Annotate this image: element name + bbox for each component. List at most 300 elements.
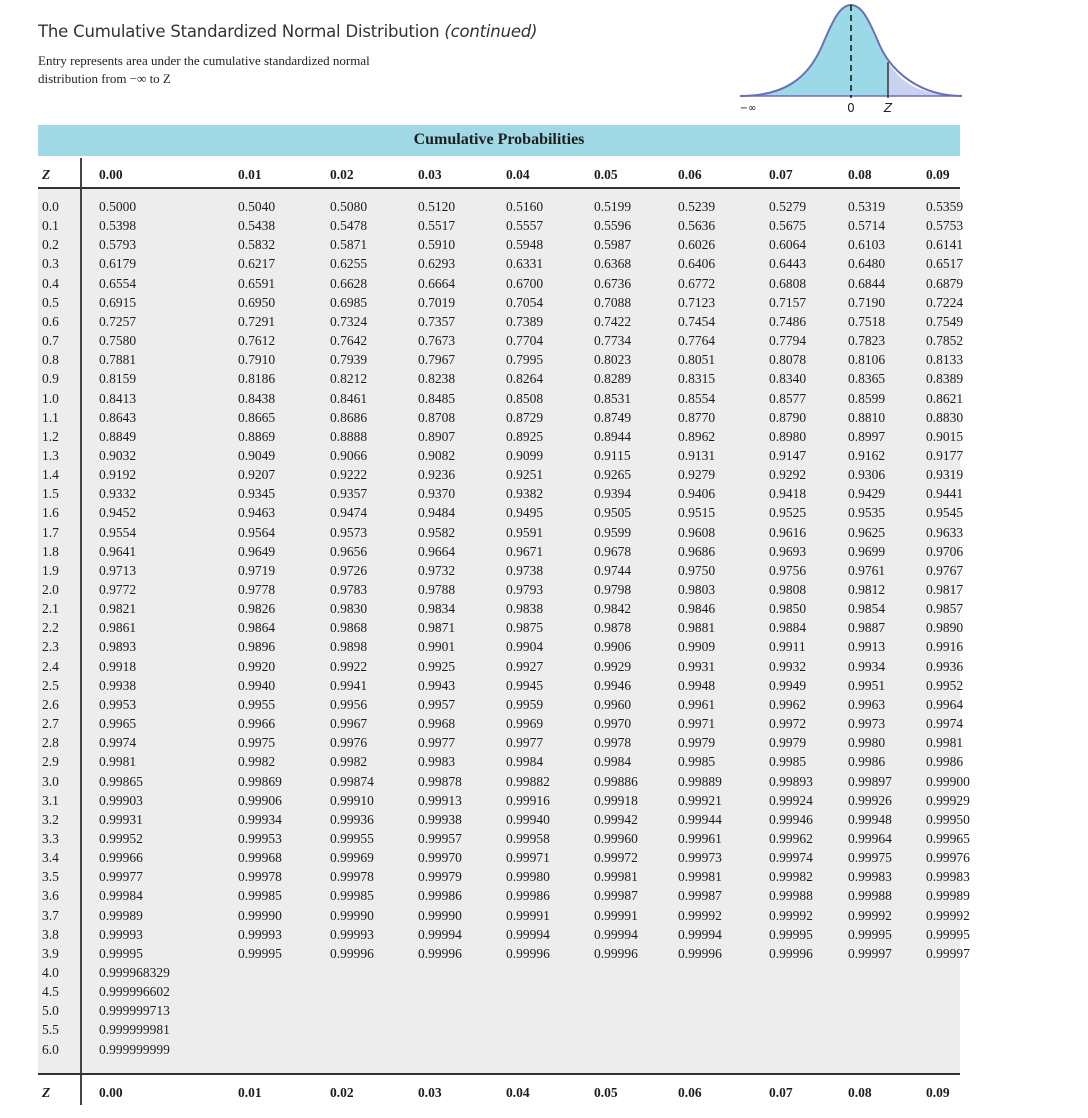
table-cell: 0.9821	[99, 601, 137, 617]
table-cell: 0.9963	[848, 696, 886, 712]
table-cell: 0.9911	[769, 639, 806, 655]
table-cell: 0.999999981	[99, 1022, 170, 1038]
table-cell: 0.7019	[418, 294, 456, 310]
z-column-divider	[80, 189, 82, 1073]
row-z-value: 3.9	[42, 945, 59, 961]
row-z-value: 1.4	[42, 467, 59, 483]
table-cell: 0.9803	[678, 582, 716, 597]
table-cell: 0.9812	[848, 582, 886, 597]
table-cell: 0.6808	[769, 275, 807, 291]
table-cell: 0.9909	[678, 639, 716, 655]
table-cell: 0.9976	[330, 735, 368, 751]
table-cell: 0.7704	[506, 333, 544, 349]
row-z-value: 1.8	[42, 543, 59, 559]
row-z-value: 2.1	[42, 601, 59, 617]
row-z-value: 0.9	[42, 371, 59, 387]
row-z-value: 0.2	[42, 237, 59, 253]
table-cell: 0.99994	[418, 926, 462, 942]
table-cell: 0.9925	[418, 658, 456, 674]
table-cell: 0.99889	[678, 773, 722, 789]
table-cell: 0.7794	[769, 333, 807, 349]
table-cell: 0.8962	[678, 428, 716, 444]
table-cell: 0.9306	[848, 467, 886, 483]
table-cell: 0.8888	[330, 428, 368, 444]
table-cell: 0.8051	[678, 352, 716, 368]
table-cell: 0.6985	[330, 294, 368, 310]
table-cell: 0.8413	[99, 390, 137, 406]
table-cell: 0.9982	[238, 754, 276, 770]
table-cell: 0.6103	[848, 237, 886, 253]
table-cell: 0.9838	[506, 601, 544, 617]
table-cell: 0.99993	[99, 926, 143, 942]
table-cell: 0.8461	[330, 390, 368, 406]
table-cell: 0.6179	[99, 256, 137, 272]
row-z-value: 2.5	[42, 677, 59, 693]
table-cell: 0.7518	[848, 313, 886, 329]
row-z-value: 3.4	[42, 850, 59, 866]
table-cell: 0.9984	[594, 754, 632, 770]
table-cell: 0.99981	[594, 869, 638, 885]
row-z-value: 6.0	[42, 1041, 59, 1057]
row-z-value: 2.2	[42, 620, 59, 636]
table-cell: 0.9948	[678, 677, 716, 693]
table-cell: 0.9808	[769, 582, 807, 597]
row-z-value: 2.9	[42, 754, 59, 770]
row-z-value: 2.6	[42, 696, 59, 712]
table-cell: 0.99966	[99, 850, 143, 866]
table-cell: 0.7088	[594, 294, 632, 310]
row-z-value: 1.0	[42, 390, 59, 406]
table-cell: 0.7734	[594, 333, 632, 349]
table-cell: 0.9671	[506, 543, 544, 559]
table-cell: 0.9192	[99, 467, 137, 483]
table-cell: 0.99913	[418, 792, 462, 808]
table-cell: 0.99994	[594, 926, 638, 942]
row-z-value: 0.4	[42, 275, 59, 291]
table-cell: 0.6368	[594, 256, 632, 272]
table-cell: 0.7823	[848, 333, 886, 349]
table-cell: 0.9591	[506, 524, 544, 540]
table-cell: 0.99984	[99, 888, 143, 904]
table-cell: 0.9979	[769, 735, 807, 751]
table-cell: 0.9956	[330, 696, 368, 712]
table-cell: 0.8621	[926, 390, 964, 406]
header-col-0.04: 0.04	[506, 167, 530, 182]
table-cell: 0.8686	[330, 409, 368, 425]
table-cell: 0.99985	[238, 888, 282, 904]
table-cell: 0.9406	[678, 486, 716, 502]
table-cell: 0.99990	[330, 907, 374, 923]
table-cell: 0.999999999	[99, 1041, 170, 1057]
normal-curve-figure	[730, 0, 970, 120]
table-cell: 0.99936	[330, 811, 374, 827]
table-cell: 0.8665	[238, 409, 276, 425]
table-cell: 0.7291	[238, 313, 276, 329]
table-cell: 0.5040	[238, 199, 276, 214]
table-cell: 0.9920	[238, 658, 276, 674]
table-cell: 0.9986	[848, 754, 886, 770]
row-z-value: 3.2	[42, 811, 59, 827]
table-cell: 0.8264	[506, 371, 544, 387]
table-cell: 0.9985	[678, 754, 716, 770]
table-cell: 0.9699	[848, 543, 886, 559]
table-cell: 0.5910	[418, 237, 456, 253]
upper-tail-area	[888, 62, 962, 96]
table-cell: 0.9452	[99, 505, 137, 521]
table-cell: 0.99970	[418, 850, 462, 866]
table-cell: 0.9941	[330, 677, 368, 693]
table-cell: 0.6628	[330, 275, 368, 291]
table-cell: 0.99968	[238, 850, 282, 866]
table-cell: 0.99997	[926, 945, 970, 961]
table-cell: 0.9974	[926, 716, 964, 732]
table-cell: 0.99886	[594, 773, 638, 789]
table-cell: 0.99989	[99, 907, 143, 923]
row-z-value: 0.0	[42, 199, 59, 214]
table-cell: 0.99865	[99, 773, 143, 789]
table-cell: 0.5871	[330, 237, 368, 253]
table-cell: 0.99987	[678, 888, 722, 904]
table-cell: 0.9945	[506, 677, 544, 693]
table-cell: 0.9951	[848, 677, 886, 693]
table-cell: 0.99983	[926, 869, 970, 885]
table-cell: 0.6772	[678, 275, 716, 291]
table-cell: 0.9147	[769, 447, 807, 463]
table-cell: 0.9875	[506, 620, 544, 636]
table-cell: 0.9977	[418, 735, 456, 751]
table-cell: 0.9929	[594, 658, 632, 674]
table-cell: 0.99926	[848, 792, 892, 808]
table-cell: 0.99897	[848, 773, 892, 789]
header-col-0.08: 0.08	[848, 167, 872, 182]
table-cell: 0.8106	[848, 352, 886, 368]
table-cell: 0.99996	[506, 945, 550, 961]
table-cell: 0.9418	[769, 486, 807, 502]
table-cell: 0.9463	[238, 505, 276, 521]
table-cell: 0.9878	[594, 620, 632, 636]
table-cell: 0.99978	[330, 869, 374, 885]
table-cell: 0.99996	[769, 945, 813, 961]
table-cell: 0.7910	[238, 352, 276, 368]
table-cell: 0.8159	[99, 371, 137, 387]
table-cell: 0.8944	[594, 428, 632, 444]
table-cell: 0.6293	[418, 256, 456, 272]
table-cell: 0.9943	[418, 677, 456, 693]
table-cell: 0.6255	[330, 256, 368, 272]
neg-infinity-label: −∞	[739, 103, 757, 114]
table-cell: 0.6664	[418, 275, 456, 291]
row-z-value: 5.0	[42, 1003, 59, 1019]
row-z-value: 5.5	[42, 1022, 59, 1038]
table-cell: 0.7549	[926, 313, 964, 329]
footer-z-label: Z	[42, 1085, 51, 1100]
row-z-value: 3.0	[42, 773, 59, 789]
table-cell: 0.9441	[926, 486, 964, 502]
table-cell: 0.8577	[769, 390, 807, 406]
table-cell: 0.99990	[418, 907, 462, 923]
table-cell: 0.9649	[238, 543, 276, 559]
table-cell: 0.6406	[678, 256, 716, 272]
table-cell: 0.5120	[418, 199, 456, 214]
table-cell: 0.8997	[848, 428, 886, 444]
table-cell: 0.9964	[926, 696, 964, 712]
table-cell: 0.9693	[769, 543, 807, 559]
table-cell: 0.99996	[418, 945, 462, 961]
table-cell: 0.99972	[594, 850, 638, 866]
table-cell: 0.5438	[238, 218, 276, 234]
table-cell: 0.6736	[594, 275, 632, 291]
table-cell: 0.5987	[594, 237, 632, 253]
table-cell: 0.99991	[594, 907, 638, 923]
table-cell: 0.99981	[678, 869, 722, 885]
table-cell: 0.9382	[506, 486, 544, 502]
table-cell: 0.99942	[594, 811, 638, 827]
table-cell: 0.99882	[506, 773, 550, 789]
table-cell: 0.99940	[506, 811, 550, 827]
table-cell: 0.9222	[330, 467, 368, 483]
table-cell: 0.9582	[418, 524, 456, 540]
table-cell: 0.99996	[330, 945, 374, 961]
table-cell: 0.8729	[506, 409, 544, 425]
table-cell: 0.9525	[769, 505, 807, 521]
table-cell: 0.7357	[418, 313, 456, 329]
row-z-value: 0.5	[42, 294, 59, 310]
table-cell: 0.7939	[330, 352, 368, 368]
table-cell: 0.9564	[238, 524, 276, 540]
table-cell: 0.99938	[418, 811, 462, 827]
row-z-value: 2.8	[42, 735, 59, 751]
table-cell: 0.99982	[769, 869, 813, 885]
zero-label: 0	[847, 101, 855, 115]
table-cell: 0.9980	[848, 735, 886, 751]
table-cell: 0.5517	[418, 218, 456, 234]
footer-col-0.01: 0.01	[238, 1085, 262, 1100]
table-cell: 0.7257	[99, 313, 137, 329]
table-cell: 0.9713	[99, 562, 137, 578]
table-cell: 0.6915	[99, 294, 137, 310]
table-cell: 0.8554	[678, 390, 716, 406]
table-cell: 0.99934	[238, 811, 282, 827]
table-cell: 0.7995	[506, 352, 544, 368]
table-cell: 0.99962	[769, 830, 813, 846]
table-cell: 0.6950	[238, 294, 276, 310]
table-cell: 0.9177	[926, 447, 964, 463]
table-cell: 0.8212	[330, 371, 368, 387]
table-cell: 0.99983	[848, 869, 892, 885]
table-cell: 0.9633	[926, 524, 964, 540]
table-cell: 0.9015	[926, 428, 964, 444]
table-cell: 0.7324	[330, 313, 368, 329]
table-cell: 0.99921	[678, 792, 722, 808]
table-cell: 0.99903	[99, 792, 143, 808]
table-cell: 0.9986	[926, 754, 964, 770]
row-z-value: 0.8	[42, 352, 59, 368]
table-cell: 0.999999713	[99, 1003, 170, 1019]
table-cell: 0.8315	[678, 371, 716, 387]
row-z-value: 2.3	[42, 639, 59, 655]
table-cell: 0.8980	[769, 428, 807, 444]
table-cell: 0.5793	[99, 237, 137, 253]
table-cell: 0.9834	[418, 601, 456, 617]
table-cell: 0.8849	[99, 428, 137, 444]
table-cell: 0.99996	[678, 945, 722, 961]
table-cell: 0.9394	[594, 486, 632, 502]
table-cell: 0.99965	[926, 830, 970, 846]
table-cell: 0.5636	[678, 218, 716, 234]
table-cell: 0.6879	[926, 275, 964, 291]
table-cell: 0.5000	[99, 199, 137, 214]
table-cell: 0.9952	[926, 677, 964, 693]
table-cell: 0.6480	[848, 256, 886, 272]
row-z-value: 3.3	[42, 830, 59, 846]
table-cell: 0.5832	[238, 237, 276, 253]
table-cell: 0.9664	[418, 543, 456, 559]
table-cell: 0.99996	[594, 945, 638, 961]
table-cell: 0.9545	[926, 505, 964, 521]
cumulative-probabilities-band	[38, 125, 960, 156]
row-z-value: 1.9	[42, 562, 59, 578]
table-cell: 0.99948	[848, 811, 892, 827]
table-cell: 0.7454	[678, 313, 716, 329]
row-z-value: 2.7	[42, 716, 59, 732]
row-z-value: 3.8	[42, 926, 59, 942]
table-cell: 0.9916	[926, 639, 964, 655]
table-cell: 0.6217	[238, 256, 276, 272]
table-cell: 0.5398	[99, 218, 137, 234]
table-cell: 0.9842	[594, 601, 632, 617]
table-cell: 0.7486	[769, 313, 807, 329]
table-cell: 0.99918	[594, 792, 638, 808]
table-cell: 0.9429	[848, 486, 886, 502]
table-cell: 0.99994	[678, 926, 722, 942]
table-cell: 0.99989	[926, 888, 970, 904]
table-cell: 0.9495	[506, 505, 544, 521]
table-cell: 0.9970	[594, 716, 632, 732]
probability-table-body	[38, 189, 970, 1073]
table-cell: 0.8340	[769, 371, 807, 387]
table-cell: 0.9968	[418, 716, 456, 732]
table-cell: 0.9962	[769, 696, 807, 712]
table-cell: 0.8365	[848, 371, 886, 387]
table-cell: 0.6700	[506, 275, 544, 291]
table-cell: 0.99955	[330, 830, 374, 846]
table-cell: 0.99992	[769, 907, 813, 923]
table-cell: 0.9922	[330, 658, 368, 674]
table-cell: 0.99961	[678, 830, 722, 846]
table-cell: 0.5675	[769, 218, 807, 234]
table-cell: 0.9893	[99, 639, 137, 655]
table-cell: 0.8925	[506, 428, 544, 444]
table-cell: 0.9357	[330, 486, 368, 502]
table-cell: 0.9554	[99, 524, 137, 540]
table-cell: 0.5948	[506, 237, 544, 253]
table-cell: 0.8770	[678, 409, 716, 425]
table-cell: 0.99958	[506, 830, 550, 846]
table-cell: 0.999968329	[99, 965, 170, 980]
column-header-row	[38, 158, 960, 188]
table-cell: 0.8643	[99, 409, 137, 425]
table-cell: 0.6331	[506, 256, 544, 272]
table-cell: 0.9972	[769, 716, 807, 732]
footer-col-0.09: 0.09	[926, 1085, 950, 1100]
table-cell: 0.99988	[769, 888, 813, 904]
table-cell: 0.8531	[594, 390, 632, 406]
table-cell: 0.7224	[926, 294, 964, 310]
table-cell: 0.9744	[594, 562, 632, 578]
table-cell: 0.99944	[678, 811, 722, 827]
table-cell: 0.9985	[769, 754, 807, 770]
table-cell: 0.9738	[506, 562, 544, 578]
table-cell: 0.8186	[238, 371, 276, 387]
table-cell: 0.99995	[848, 926, 892, 942]
table-cell: 0.8907	[418, 428, 456, 444]
table-cell: 0.99878	[418, 773, 462, 789]
table-cell: 0.9868	[330, 620, 368, 636]
table-cell: 0.9761	[848, 562, 886, 578]
table-cell: 0.7580	[99, 333, 137, 349]
header-col-0.02: 0.02	[330, 167, 354, 182]
table-cell: 0.99997	[848, 945, 892, 961]
table-cell: 0.99986	[506, 888, 550, 904]
table-cell: 0.9934	[848, 658, 886, 674]
table-cell: 0.9778	[238, 582, 276, 597]
table-cell: 0.5478	[330, 218, 368, 234]
table-cell: 0.7054	[506, 294, 544, 310]
header-col-0.05: 0.05	[594, 167, 618, 182]
row-z-value: 3.5	[42, 869, 59, 885]
table-cell: 0.5160	[506, 199, 544, 214]
table-cell: 0.9850	[769, 601, 807, 617]
table-cell: 0.9846	[678, 601, 716, 617]
table-cell: 0.9890	[926, 620, 964, 636]
table-cell: 0.5557	[506, 218, 544, 234]
table-cell: 0.9641	[99, 543, 137, 559]
row-z-value: 0.6	[42, 313, 59, 329]
row-z-value: 3.6	[42, 888, 59, 904]
row-z-value: 0.1	[42, 218, 59, 234]
table-cell: 0.99964	[848, 830, 892, 846]
row-z-value: 0.7	[42, 333, 59, 349]
header-col-0.07: 0.07	[769, 167, 793, 182]
table-cell: 0.99969	[330, 850, 374, 866]
table-cell: 0.9131	[678, 447, 716, 463]
table-cell: 0.99995	[99, 945, 143, 961]
row-z-value: 1.1	[42, 409, 59, 425]
table-cell: 0.99986	[418, 888, 462, 904]
row-z-value: 3.7	[42, 907, 59, 923]
row-z-value: 1.7	[42, 524, 59, 540]
table-cell: 0.9904	[506, 639, 544, 655]
table-cell: 0.9906	[594, 639, 632, 655]
table-cell: 0.7157	[769, 294, 807, 310]
table-cell: 0.5319	[848, 199, 886, 214]
footer-col-0.04: 0.04	[506, 1085, 530, 1100]
row-z-value: 3.1	[42, 792, 59, 808]
table-cell: 0.8830	[926, 409, 964, 425]
table-cell: 0.9535	[848, 505, 886, 521]
table-cell: 0.99994	[506, 926, 550, 942]
table-cell: 0.9936	[926, 658, 964, 674]
table-cell: 0.99988	[848, 888, 892, 904]
table-cell: 0.5279	[769, 199, 807, 214]
table-cell: 0.8023	[594, 352, 632, 368]
table-cell: 0.9949	[769, 677, 807, 693]
header-col-0.09: 0.09	[926, 167, 950, 182]
table-cell: 0.9783	[330, 582, 368, 597]
table-cell: 0.99995	[769, 926, 813, 942]
table-cell: 0.99906	[238, 792, 282, 808]
row-z-value: 1.5	[42, 486, 59, 502]
